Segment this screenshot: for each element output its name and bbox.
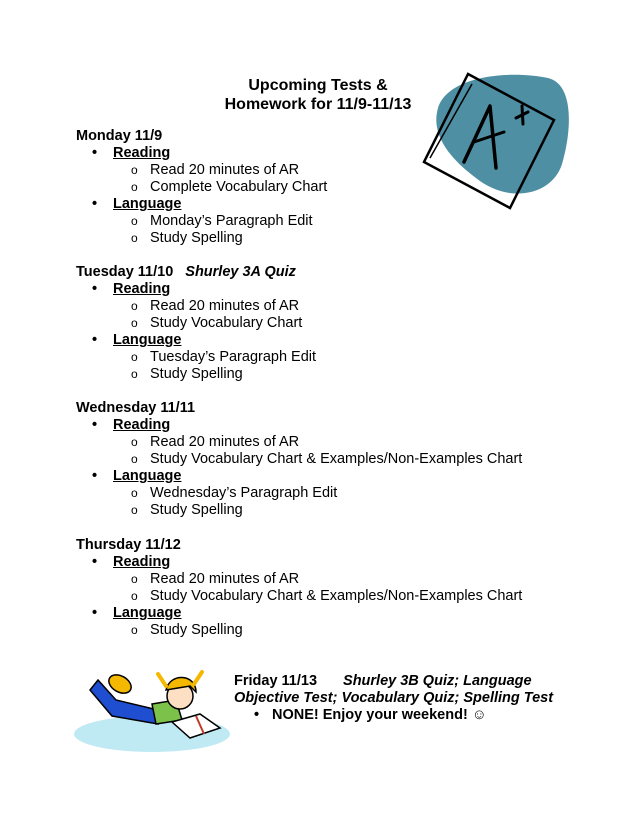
subject-reading bbox=[76, 281, 636, 298]
sub-bullet: o bbox=[131, 231, 138, 245]
bullet: • bbox=[92, 417, 98, 433]
day-monday bbox=[76, 128, 636, 247]
item-text: Read 20 minutes of AR bbox=[150, 571, 300, 587]
subject-reading bbox=[76, 145, 636, 162]
item-text: Read 20 minutes of AR bbox=[150, 298, 300, 314]
day-heading bbox=[76, 264, 636, 281]
item-text: Monday’s Paragraph Edit bbox=[150, 213, 313, 229]
list-item bbox=[76, 298, 636, 315]
sub-bullet: o bbox=[131, 180, 138, 194]
list-item bbox=[76, 213, 636, 230]
bullet: • bbox=[92, 145, 98, 161]
bullet: • bbox=[92, 281, 98, 297]
child-reading-clipart-icon bbox=[72, 666, 232, 756]
friday-note bbox=[234, 707, 614, 724]
bullet: • bbox=[92, 554, 98, 570]
bullet: • bbox=[92, 332, 98, 348]
subject-name: Reading bbox=[113, 417, 171, 433]
subject-language bbox=[76, 468, 636, 485]
list-item bbox=[76, 588, 636, 605]
item-text: Study Vocabulary Chart & Examples/Non-Examples Chart bbox=[150, 451, 523, 467]
sub-bullet: o bbox=[131, 367, 138, 381]
item-text: Read 20 minutes of AR bbox=[150, 434, 300, 450]
title-line-2: Homework for 11/9-11/13 bbox=[224, 96, 412, 113]
bullet: • bbox=[92, 605, 98, 621]
item-text: Tuesday’s Paragraph Edit bbox=[150, 349, 317, 365]
subject-name: Reading bbox=[113, 145, 171, 161]
list-item bbox=[76, 366, 636, 383]
bullet: • bbox=[92, 468, 98, 484]
list-item bbox=[76, 485, 636, 502]
sub-bullet: o bbox=[131, 623, 138, 637]
subject-language bbox=[76, 605, 636, 622]
list-item bbox=[76, 349, 636, 366]
subject-name: Language bbox=[113, 196, 182, 212]
day-label: Monday 11/9 bbox=[76, 128, 163, 144]
friday-quiz-line-1: Shurley 3B Quiz; Language bbox=[343, 673, 532, 689]
list-item bbox=[76, 571, 636, 588]
item-text: Complete Vocabulary Chart bbox=[150, 179, 328, 195]
bullet: • bbox=[254, 707, 260, 723]
sub-bullet: o bbox=[131, 503, 138, 517]
day-wednesday bbox=[76, 400, 636, 519]
day-label: Tuesday 11/10 bbox=[76, 264, 174, 280]
item-text: Study Vocabulary Chart & Examples/Non-Examples Chart bbox=[150, 588, 523, 604]
list-item bbox=[76, 162, 636, 179]
day-thursday bbox=[76, 537, 636, 639]
list-item bbox=[76, 315, 636, 332]
list-item bbox=[76, 179, 636, 196]
item-text: Study Spelling bbox=[150, 622, 243, 638]
day-tuesday bbox=[76, 264, 636, 383]
day-heading bbox=[76, 128, 636, 145]
item-text: Wednesday’s Paragraph Edit bbox=[150, 485, 338, 501]
day-heading bbox=[76, 537, 636, 554]
note-text: NONE! Enjoy your weekend! ☺ bbox=[272, 707, 487, 723]
bullet: • bbox=[92, 196, 98, 212]
item-text: Study Spelling bbox=[150, 230, 243, 246]
sub-bullet: o bbox=[131, 163, 138, 177]
day-label: Friday 11/13 bbox=[234, 673, 318, 689]
item-text: Study Vocabulary Chart bbox=[150, 315, 303, 331]
sub-bullet: o bbox=[131, 452, 138, 466]
day-label: Wednesday 11/11 bbox=[76, 400, 196, 416]
sub-bullet: o bbox=[131, 350, 138, 364]
subject-language bbox=[76, 332, 636, 349]
sub-bullet: o bbox=[131, 435, 138, 449]
friday-section bbox=[234, 673, 614, 724]
list-item bbox=[76, 622, 636, 639]
list-item bbox=[76, 230, 636, 247]
subject-reading bbox=[76, 417, 636, 434]
sub-bullet: o bbox=[131, 486, 138, 500]
subject-name: Reading bbox=[113, 554, 171, 570]
title-line-1: Upcoming Tests & bbox=[248, 77, 388, 94]
list-item bbox=[76, 434, 636, 451]
day-quiz: Shurley 3A Quiz bbox=[185, 264, 296, 280]
subject-language bbox=[76, 196, 636, 213]
list-item bbox=[76, 451, 636, 468]
list-item bbox=[76, 502, 636, 519]
day-heading bbox=[76, 400, 636, 417]
sub-bullet: o bbox=[131, 214, 138, 228]
friday-quiz-line-2: Objective Test; Vocabulary Quiz; Spelling Test bbox=[234, 690, 554, 706]
subject-reading bbox=[76, 554, 636, 571]
sub-bullet: o bbox=[131, 589, 138, 603]
sub-bullet: o bbox=[131, 299, 138, 313]
item-text: Read 20 minutes of AR bbox=[150, 162, 300, 178]
subject-name: Language bbox=[113, 468, 182, 484]
friday-heading bbox=[234, 673, 614, 690]
subject-name: Reading bbox=[113, 281, 171, 297]
item-text: Study Spelling bbox=[150, 502, 243, 518]
day-label: Thursday 11/12 bbox=[76, 537, 181, 553]
sub-bullet: o bbox=[131, 572, 138, 586]
subject-name: Language bbox=[113, 332, 182, 348]
sub-bullet: o bbox=[131, 316, 138, 330]
subject-name: Language bbox=[113, 605, 182, 621]
item-text: Study Spelling bbox=[150, 366, 243, 382]
